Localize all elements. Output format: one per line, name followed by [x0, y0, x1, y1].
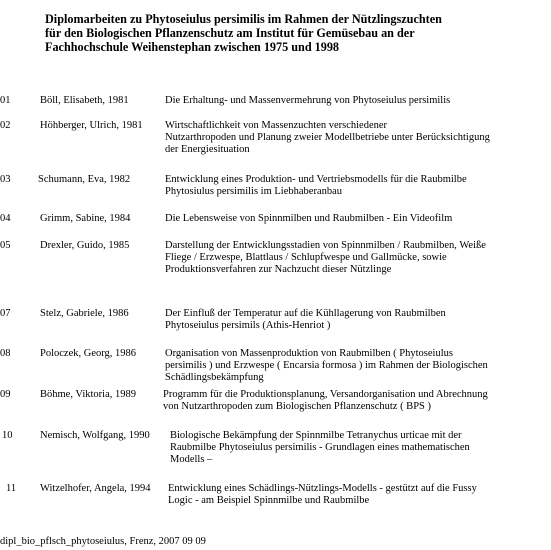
document-footer: dipl_bio_pflsch_phytoseiulus, Frenz, 2007 09 09 [0, 536, 206, 547]
document-title: Diplomarbeiten zu Phytoseiulus persimilis im Rahmen der Nützlingszuchten für den Biologischen Pflanzenschutz am Institut für Gemüsebau an der Fachhochschule Weihenstephan zwischen 1975 und 1998 [45, 12, 442, 54]
entry-title: Der Einfluß der Temperatur auf die Kühllagerung von Raubmilben Phytoseiulus persimils (Athis-Henriot ) [165, 308, 446, 331]
entry-title: Darstellung der Entwicklungsstadien von Spinnmilben / Raubmilben, Weiße Fliege / Erzwespe, Blattlaus / Schlupfwespe und Gallmücke, sowie Produktionsverfahren zur Nachzucht dieser Nützlinge [165, 240, 486, 275]
entry-author: Schumann, Eva, 1982 [38, 174, 131, 185]
entry-author: Grimm, Sabine, 1984 [40, 213, 131, 224]
entry-author: Höhberger, Ulrich, 1981 [40, 120, 143, 131]
entry-title: Organisation von Massenproduktion von Raubmilben ( Phytoseiulus persimilis ) und Erzwespe ( Encarsia formosa ) im Rahmen der Biologischen Schädlingsbekämpfung [165, 348, 488, 383]
entry-number: 05 [0, 240, 11, 251]
entry-author: Nemisch, Wolfgang, 1990 [40, 430, 150, 441]
entry-title: Entwicklung eines Schädlings-Nützlings-Modells - gestützt auf die Fussy Logic - am Beispiel Spinnmilbe und Raubmilbe [168, 483, 477, 506]
entry-author: Stelz, Gabriele, 1986 [40, 308, 129, 319]
entry-author: Drexler, Guido, 1985 [40, 240, 130, 251]
entry-title: Wirtschaftlichkeit von Massenzuchten verschiedener Nutzarthropoden und Planung zweier Modellbetriebe unter Berücksichtigung der Energiesituation [165, 120, 490, 155]
entry-number: 07 [0, 308, 11, 319]
entry-author: Witzelhofer, Angela, 1994 [40, 483, 151, 494]
entry-author: Böll, Elisabeth, 1981 [40, 95, 129, 106]
entry-author: Böhme, Viktoria, 1989 [40, 389, 137, 400]
entry-title: Programm für die Produktionsplanung, Versandorganisation und Abrechnung von Nutzarthropoden zum Biologischen Pflanzenschutz ( BPS ) [163, 389, 488, 412]
entry-number: 04 [0, 213, 11, 224]
entry-title: Biologische Bekämpfung der Spinnmilbe Tetranychus urticae mit der Raubmilbe Phytoseiulus persimilis - Grundlagen eines mathematischen Modells – [170, 430, 470, 465]
entry-title: Die Lebensweise von Spinnmilben und Raubmilben - Ein Videofilm [165, 213, 453, 224]
entry-author: Poloczek, Georg, 1986 [40, 348, 137, 359]
entry-title: Die Erhaltung- und Massenvermehrung von Phytoseiulus persimilis [165, 95, 451, 106]
entry-number: 08 [0, 348, 11, 359]
entry-number: 03 [0, 174, 11, 185]
entry-number: 09 [0, 389, 11, 400]
entry-number: 01 [0, 95, 11, 106]
entry-number: 10 [2, 430, 13, 441]
entry-title: Entwicklung eines Produktion- und Vertriebsmodells für die Raubmilbe Phytosiulus persimilis im Liebhaberanbau [165, 174, 467, 197]
entry-number: 11 [6, 483, 17, 494]
entry-number: 02 [0, 120, 11, 131]
